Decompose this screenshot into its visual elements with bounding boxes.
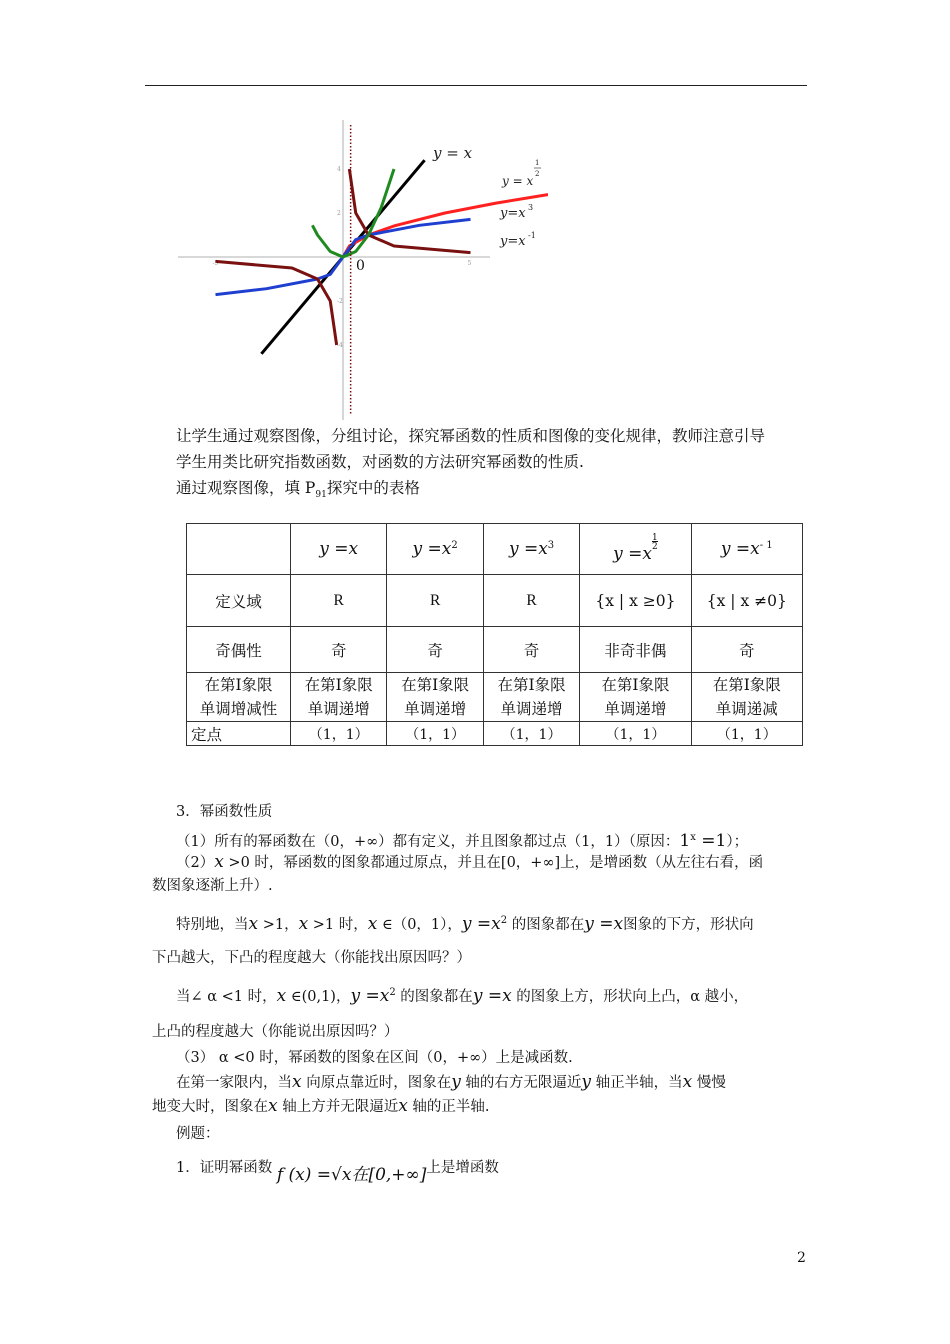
asymptote-line-2: 地变大时，图象在x 轴上方并无限逼近x 轴的正半轴. bbox=[152, 1096, 490, 1116]
table-cell: （1，1） bbox=[580, 722, 691, 746]
label-y-sqrt-x: y = x bbox=[502, 174, 534, 188]
table-cell: R bbox=[387, 575, 483, 627]
header-y-x2: $y =x^2$ bbox=[387, 524, 483, 575]
table-cell: 奇 bbox=[483, 627, 579, 673]
properties-table bbox=[186, 523, 803, 746]
header-y-x: y =x bbox=[291, 524, 387, 575]
property-1: （1）所有的幂函数在（0，+∞）都有定义，并且图象都过点（1，1）（原因：$1^x =1$）； bbox=[176, 830, 749, 851]
header-rule bbox=[145, 85, 807, 86]
table-row bbox=[187, 575, 803, 627]
table-cell: 在第Ⅰ象限 单调递增 bbox=[387, 673, 483, 722]
concave-case-line-2: 上凸的程度越大（你能说出原因吗？） bbox=[152, 1024, 399, 1040]
label-exp-den: 2 bbox=[535, 170, 540, 178]
page-number: 2 bbox=[797, 1250, 806, 1266]
y-tick-label: 4 bbox=[337, 166, 341, 173]
table-cell: 奇 bbox=[387, 627, 483, 673]
property-2-line-2: 数图象逐渐上升）. bbox=[152, 878, 273, 894]
table-cell: R bbox=[483, 575, 579, 627]
x-tick-label: 5 bbox=[467, 260, 472, 267]
section-3-heading: 3．幂函数性质 bbox=[176, 804, 273, 820]
table-row bbox=[187, 673, 803, 722]
y-tick-label: 2 bbox=[337, 210, 341, 217]
origin-label: 0 bbox=[356, 258, 365, 274]
table-cell: 在第Ⅰ象限 单调增减性 bbox=[187, 673, 291, 722]
table-cell: （1，1） bbox=[691, 722, 802, 746]
header-y-x-neg1: $y =x^{- 1}$ bbox=[691, 524, 802, 575]
table-cell: 在第Ⅰ象限 单调递减 bbox=[691, 673, 802, 722]
table-cell: {x | x ≠0} bbox=[691, 575, 802, 627]
table-cell: （1，1） bbox=[387, 722, 483, 746]
y-tick-label: -4 bbox=[337, 342, 343, 349]
asymptote-line-1: 在第一家限内，当x 向原点靠近时，图象在y 轴的右方无限逼近y 轴正半轴，当x 慢慢 bbox=[176, 1072, 726, 1092]
table-cell: 在第Ⅰ象限 单调递增 bbox=[580, 673, 691, 722]
example-heading: 例题： bbox=[176, 1126, 220, 1142]
y-tick-label: -2 bbox=[337, 298, 343, 305]
label-y-x: y = x bbox=[433, 144, 473, 162]
property-3: （3） α <0 时，幂函数的图象在区间（0，+∞）上是减函数. bbox=[176, 1050, 573, 1066]
header-y-x3: $y =x^3$ bbox=[483, 524, 579, 575]
table-cell: 奇 bbox=[691, 627, 802, 673]
label-y-x-neg1: y=x bbox=[500, 234, 526, 249]
table-cell: R bbox=[291, 575, 387, 627]
label-y-x3: y=x bbox=[500, 206, 526, 221]
intro-line-1: 让学生通过观察图像，分组讨论，探究幂函数的性质和图像的变化规律，教师注意引导 bbox=[176, 427, 766, 445]
example-1: 1．证明幂函数 f (x) =√x在[0,+∞]上是增函数 bbox=[176, 1160, 499, 1185]
concave-case-line-1: 当∠ α <1 时，x ∈(0,1)，$y =x^2$ 的图象都在y =x 的图象上方，形状向上凸，α 越小， bbox=[176, 985, 749, 1006]
table-cell: 非奇非偶 bbox=[580, 627, 691, 673]
label-neg1-exp: -1 bbox=[528, 231, 536, 240]
intro-line-2: 学生用类比研究指数函数，对函数的方法研究幂函数的性质. bbox=[176, 453, 584, 471]
table-cell: 定点 bbox=[187, 722, 291, 746]
table-cell: （1，1） bbox=[291, 722, 387, 746]
special-case-line-1: 特别地，当x >1，x >1 时，x ∈（0，1），$y =x^2$ 的图象都在y =x图象的下方，形状向 bbox=[176, 913, 754, 934]
label-x3-exp: 3 bbox=[528, 203, 534, 212]
table-cell: {x | x ≥0} bbox=[580, 575, 691, 627]
table-header-row bbox=[187, 524, 803, 575]
table-row bbox=[187, 722, 803, 746]
table-cell: 在第Ⅰ象限 单调递增 bbox=[291, 673, 387, 722]
label-exp-num: 1 bbox=[535, 159, 540, 167]
table-cell: 定义域 bbox=[187, 575, 291, 627]
table-row bbox=[187, 627, 803, 673]
table-cell: 奇偶性 bbox=[187, 627, 291, 673]
table-corner bbox=[187, 524, 291, 575]
x-tick-label: -5 bbox=[212, 260, 219, 267]
special-case-line-2: 下凸越大，下凸的程度越大（你能找出原因吗？） bbox=[152, 950, 471, 966]
intro-line-3: 通过观察图像，填 $P_{91}$探究中的表格 bbox=[176, 479, 420, 501]
table-cell: 在第Ⅰ象限 单调递增 bbox=[483, 673, 579, 722]
header-y-x-half: $y =x^{\frac{1}{2}}$ bbox=[580, 524, 691, 575]
table-cell: （1，1） bbox=[483, 722, 579, 746]
power-function-graph bbox=[178, 120, 548, 420]
property-2-line-1: （2）x >0 时，幂函数的图象都通过原点，并且在[0，+∞]上，是增函数（从左往右看，函 bbox=[176, 852, 764, 872]
table-cell: 奇 bbox=[291, 627, 387, 673]
